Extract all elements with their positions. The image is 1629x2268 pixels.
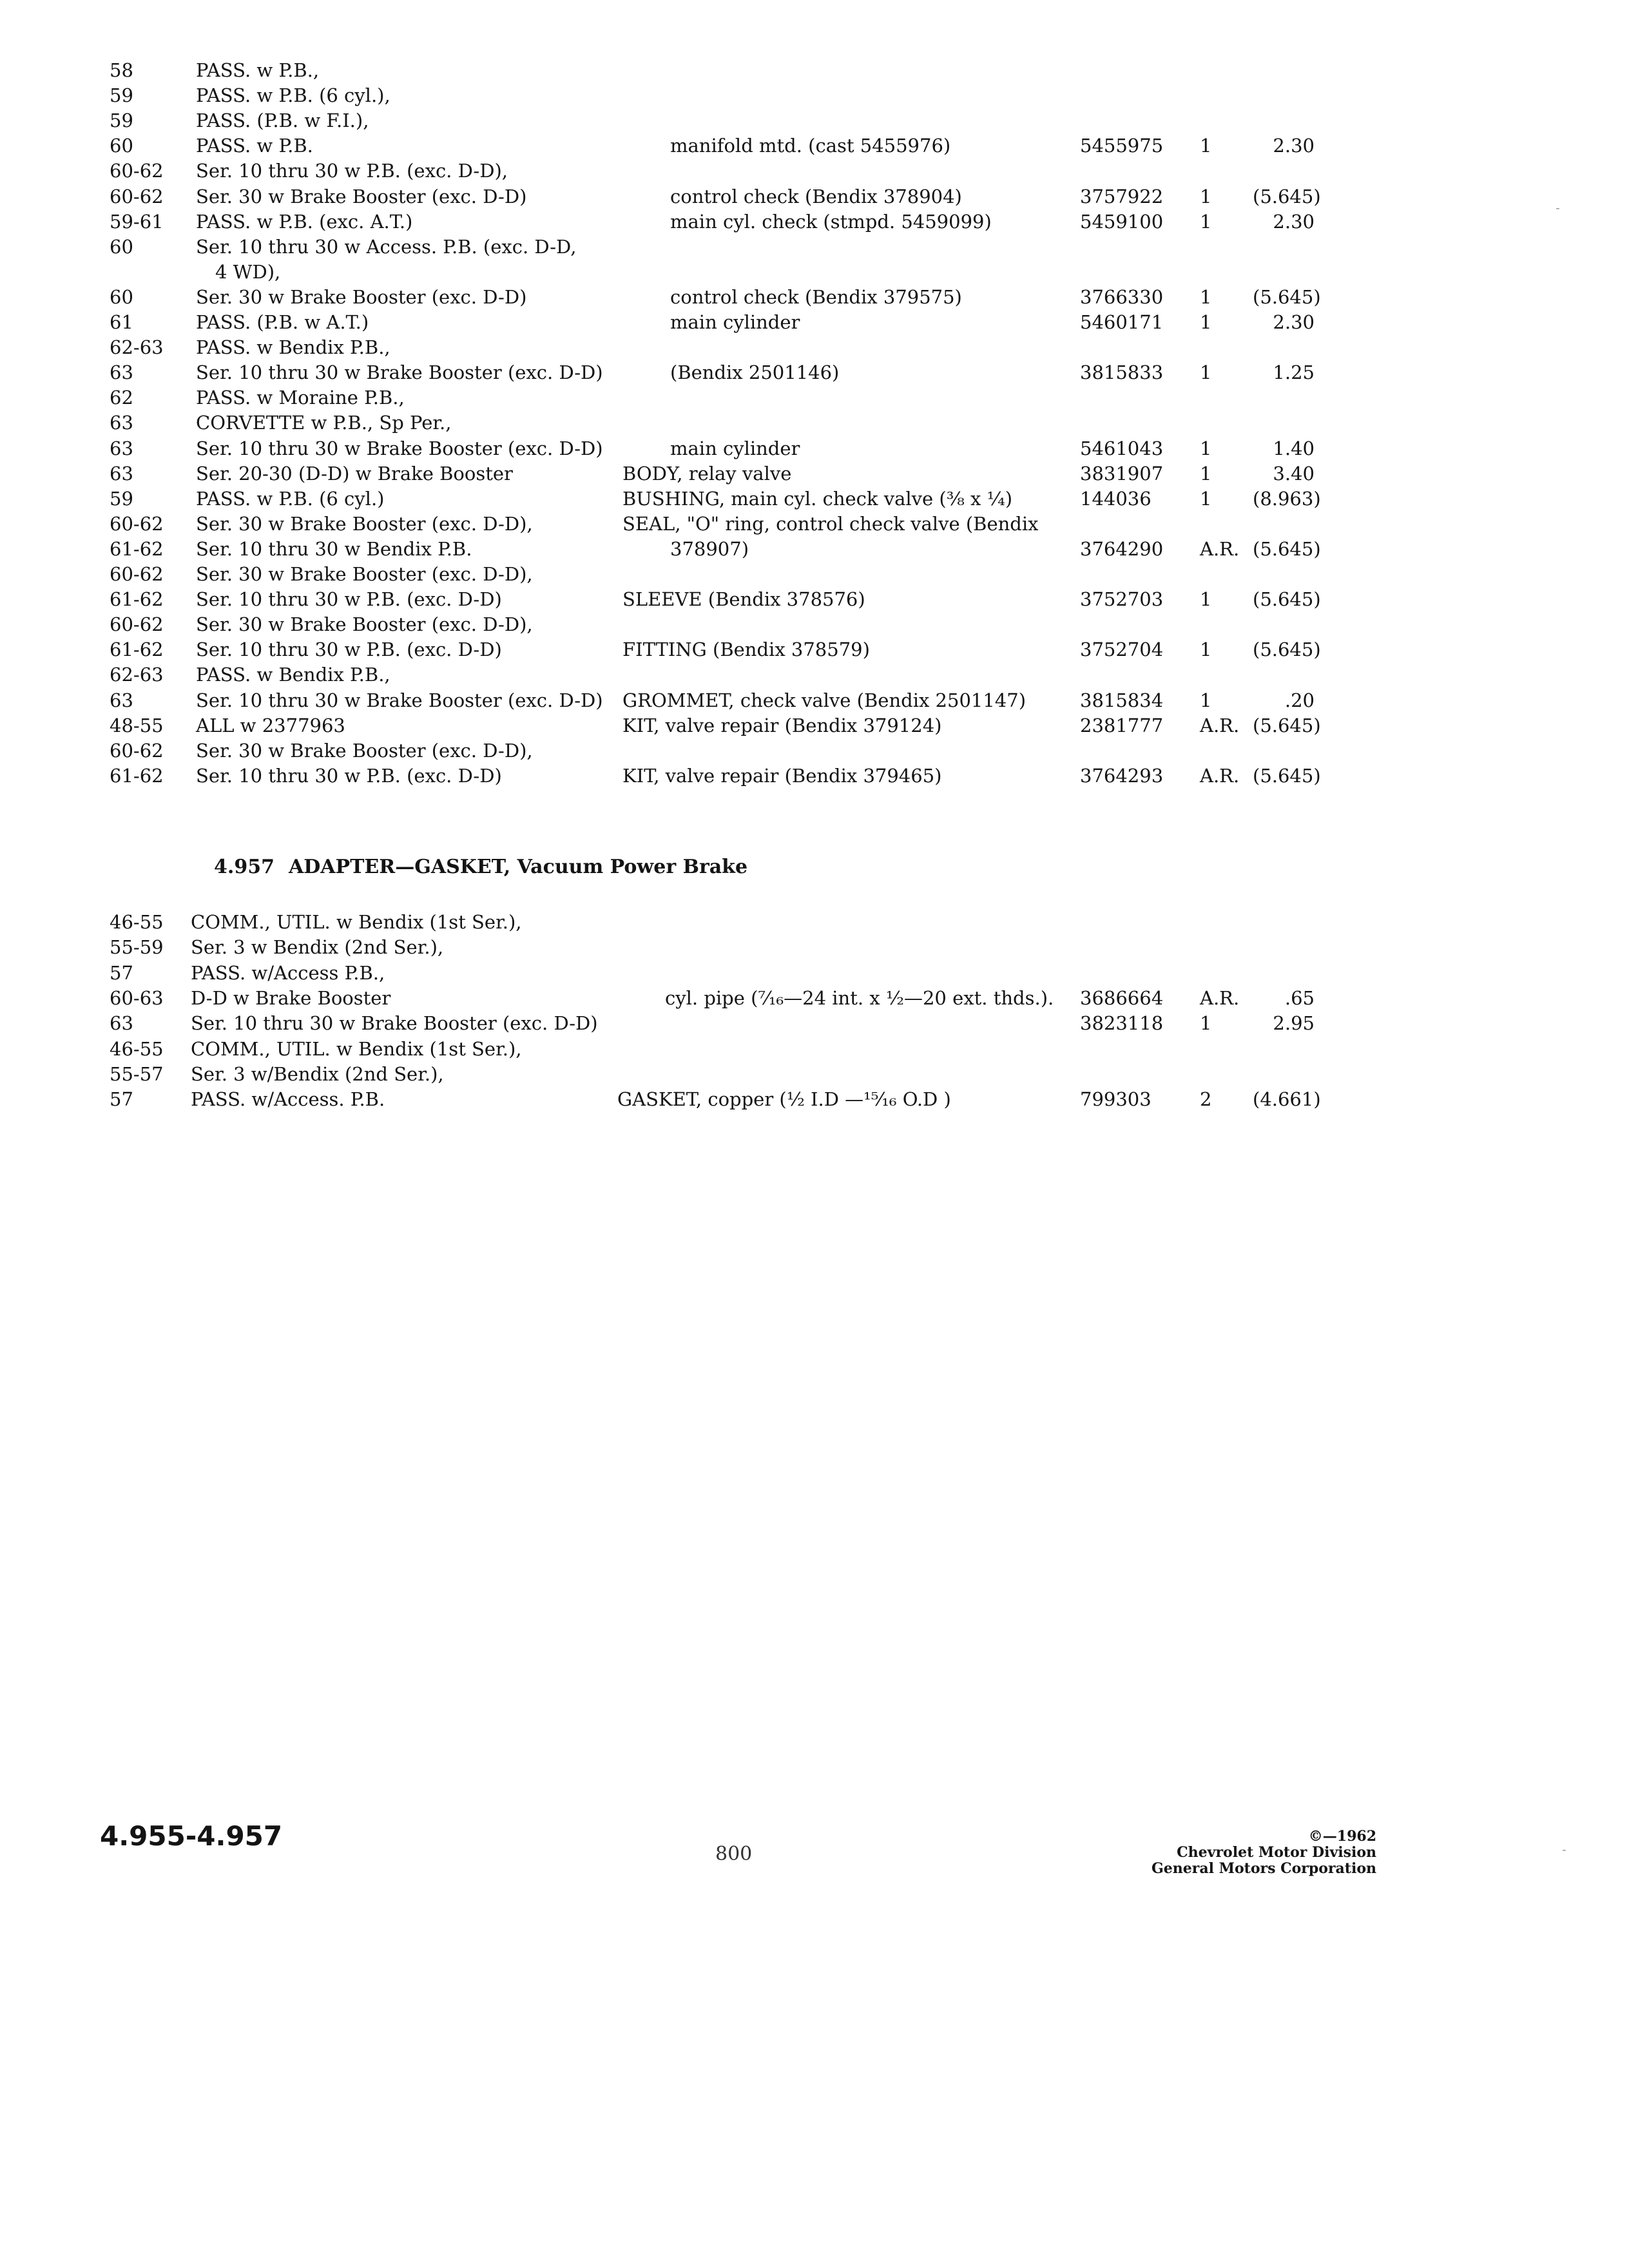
application-text: PASS. w P.B. [196,135,313,157]
part-number: 3686664 [1080,986,1164,1009]
price: (5.645) [1253,285,1321,308]
part-description: SEAL, "O" ring, control check valve (Bendix [622,512,1039,535]
quantity: 1 [1200,437,1212,459]
application-text: PASS. w Bendix P.B., [196,336,390,359]
part-number: 5461043 [1080,437,1164,459]
table-row [0,82,1629,108]
table-row [0,284,1629,310]
quantity: 1 [1200,311,1212,333]
quantity: 1 [1200,185,1212,207]
table-row [0,738,1629,764]
part-description: KIT, valve repair (Bendix 379124) [622,714,942,736]
table-row [0,334,1629,360]
part-description: GASKET, copper (½ I.D —¹⁵⁄₁₆ O.D ) [617,1088,951,1111]
application-text: Ser. 10 thru 30 w P.B. (exc. D-D) [196,588,502,611]
part-number: 3831907 [1080,462,1164,485]
section-heading [214,854,747,880]
application-text: Ser. 10 thru 30 w P.B. (exc. D-D), [196,160,508,182]
part-number: 3757922 [1080,185,1164,207]
application-text: Ser. 30 w Brake Booster (exc. D-D), [196,613,533,636]
part-description: GROMMET, check valve (Bendix 2501147) [622,689,1027,711]
part-description: cyl. pipe (⁷⁄₁₆—24 int. x ¹⁄₂—20 ext. thds.). [665,986,1054,1009]
application-text: Ser. 20-30 (D-D) w Brake Booster [196,462,513,485]
quantity: 1 [1200,135,1212,157]
quantity: 1 [1200,361,1212,384]
application-text: PASS. w P.B. (6 cyl.) [196,487,385,510]
table-row [0,985,1629,1011]
price: 1.40 [1273,437,1315,459]
table-row [0,1010,1629,1036]
scan-mark: - [1562,1841,1566,1857]
price: (5.645) [1253,537,1321,560]
model-year: 60-63 [110,986,164,1009]
price: (5.645) [1253,185,1321,207]
table-row [0,385,1629,410]
table-row [0,234,1629,260]
quantity: A.R. [1200,764,1240,787]
price: .20 [1284,689,1315,711]
application-text: Ser. 30 w Brake Booster (exc. D-D) [196,285,527,308]
table-row [0,436,1629,461]
model-year: 57 [110,1088,133,1111]
model-year: 60-62 [110,739,164,762]
table-row [0,536,1629,562]
table-row [0,611,1629,637]
section-title: ADAPTER—GASKET, Vacuum Power Brake [288,856,748,878]
table-row [0,259,1629,285]
table-row [0,511,1629,537]
application-text: CORVETTE w P.B., Sp Per., [196,412,452,434]
application-text: COMM., UTIL. w Bendix (1st Ser.), [191,1037,522,1060]
table-row [0,637,1629,662]
application-text: Ser. 30 w Brake Booster (exc. D-D), [196,512,533,535]
price: 2.30 [1273,311,1315,333]
model-year: 60 [110,135,133,157]
quantity: 1 [1200,285,1212,308]
application-text: PASS. w Moraine P.B., [196,387,405,409]
application-text: PASS. (P.B. w A.T.) [196,311,369,333]
price: (5.645) [1253,639,1321,661]
table-row [0,486,1629,512]
part-number: 799303 [1080,1088,1152,1111]
model-year: 60-62 [110,185,164,207]
price: .65 [1284,986,1315,1009]
part-number: 3823118 [1080,1012,1164,1035]
model-year: 60-62 [110,613,164,636]
price: 2.30 [1273,135,1315,157]
quantity: 1 [1200,210,1212,233]
model-year: 61-62 [110,639,164,661]
model-year: 55-57 [110,1062,164,1085]
price: (5.645) [1253,764,1321,787]
application-text: COMM., UTIL. w Bendix (1st Ser.), [191,911,522,933]
part-description: main cylinder [670,437,800,459]
table-row [0,410,1629,436]
model-year: 63 [110,437,133,459]
part-number: 3815833 [1080,361,1164,384]
application-text: ALL w 2377963 [196,714,345,736]
model-year: 61 [110,311,133,333]
application-text: Ser. 10 thru 30 w P.B. (exc. D-D) [196,639,502,661]
model-year: 62-63 [110,664,164,686]
application-text: Ser. 30 w Brake Booster (exc. D-D), [196,563,533,585]
table-row [0,934,1629,960]
model-year: 58 [110,59,133,81]
part-description: control check (Bendix 378904) [670,185,962,207]
price: (5.645) [1253,714,1321,736]
model-year: 60-62 [110,563,164,585]
table-row [0,713,1629,738]
page-number: 800 [715,1843,753,1865]
model-year: 59 [110,84,133,107]
table-row [0,461,1629,486]
table-row [0,209,1629,235]
application-text: PASS. w P.B. (exc. A.T.) [196,210,413,233]
part-number: 144036 [1080,487,1152,510]
table-row [0,1086,1629,1112]
part-description: main cyl. check (stmpd. 5459099) [670,210,992,233]
table-row [0,184,1629,209]
copyright-line: ©—1962 [1308,1828,1376,1845]
application-text: Ser. 10 thru 30 w Brake Booster (exc. D-D) [191,1012,598,1035]
model-year: 61-62 [110,588,164,611]
application-text: Ser. 3 w Bendix (2nd Ser.), [191,936,444,959]
model-year: 60 [110,235,133,258]
model-year: 60-62 [110,512,164,535]
price: 3.40 [1273,462,1315,485]
model-year: 46-55 [110,1037,164,1060]
application-text: PASS. w/Access. P.B. [191,1088,385,1111]
model-year: 46-55 [110,911,164,933]
model-year: 63 [110,462,133,485]
section-number: 4.957 [214,856,275,878]
part-description: SLEEVE (Bendix 378576) [622,588,865,611]
application-text: Ser. 3 w/Bendix (2nd Ser.), [191,1062,444,1085]
part-description: control check (Bendix 379575) [670,285,962,308]
quantity: 1 [1200,639,1212,661]
model-year: 63 [110,1012,133,1035]
application-text: D-D w Brake Booster [191,986,391,1009]
application-text: PASS. (P.B. w F.I.), [196,110,369,132]
quantity: 1 [1200,462,1212,485]
table-row [0,309,1629,335]
part-description: KIT, valve repair (Bendix 379465) [622,764,942,787]
quantity: 2 [1200,1088,1212,1111]
application-text: PASS. w Bendix P.B., [196,664,390,686]
model-year: 63 [110,361,133,384]
price: (8.963) [1253,487,1321,510]
table-row [0,158,1629,184]
part-description: BODY, relay valve [622,462,792,485]
part-number: 3764290 [1080,537,1164,560]
model-year: 61-62 [110,764,164,787]
part-number: 5459100 [1080,210,1164,233]
application-text: PASS. w P.B., [196,59,320,81]
part-description: main cylinder [670,311,800,333]
table-row [0,57,1629,83]
page-group-code: 4.955-4.957 [100,1820,283,1852]
part-number: 5460171 [1080,311,1164,333]
model-year: 62-63 [110,336,164,359]
part-number: 3766330 [1080,285,1164,308]
quantity: A.R. [1200,537,1240,560]
model-year: 59 [110,487,133,510]
price: (5.645) [1253,588,1321,611]
model-year: 63 [110,412,133,434]
table-row [0,662,1629,687]
quantity: 1 [1200,487,1212,510]
price: (4.661) [1253,1088,1321,1111]
part-number: 5455975 [1080,135,1164,157]
table-row [0,763,1629,789]
part-description: 378907) [670,537,749,560]
model-year: 63 [110,689,133,711]
part-number: 3815834 [1080,689,1164,711]
quantity: 1 [1200,588,1212,611]
price: 2.95 [1273,1012,1315,1035]
model-year: 60-62 [110,160,164,182]
part-number: 3752704 [1080,639,1164,661]
corporation-line: General Motors Corporation [1151,1860,1376,1877]
application-text: Ser. 30 w Brake Booster (exc. D-D) [196,185,527,207]
application-text: PASS. w/Access P.B., [191,961,385,984]
table-row [0,909,1629,935]
division-line: Chevrolet Motor Division [1177,1844,1376,1861]
table-row [0,1061,1629,1087]
model-year: 61-62 [110,537,164,560]
application-text: Ser. 10 thru 30 w Access. P.B. (exc. D-D, [196,235,577,258]
table-row [0,586,1629,612]
part-description: (Bendix 2501146) [670,361,840,384]
publisher-block [1152,1829,1376,1877]
model-year: 60 [110,285,133,308]
application-text: Ser. 10 thru 30 w Brake Booster (exc. D-D) [196,437,603,459]
application-text: 4 WD), [215,260,281,283]
quantity: A.R. [1200,714,1240,736]
part-description: FITTING (Bendix 378579) [622,639,870,661]
quantity: 1 [1200,1012,1212,1035]
application-text: Ser. 30 w Brake Booster (exc. D-D), [196,739,533,762]
model-year: 59 [110,110,133,132]
quantity: A.R. [1200,986,1240,1009]
scan-mark: - [1556,200,1560,215]
model-year: 62 [110,387,133,409]
part-number: 2381777 [1080,714,1164,736]
price: 1.25 [1273,361,1315,384]
model-year: 48-55 [110,714,164,736]
price: 2.30 [1273,210,1315,233]
table-row [0,360,1629,385]
application-text: PASS. w P.B. (6 cyl.), [196,84,390,107]
table-row [0,687,1629,713]
part-description: manifold mtd. (cast 5455976) [670,135,951,157]
part-number: 3764293 [1080,764,1164,787]
application-text: Ser. 10 thru 30 w P.B. (exc. D-D) [196,764,502,787]
application-text: Ser. 10 thru 30 w Brake Booster (exc. D-D) [196,361,603,384]
model-year: 57 [110,961,133,984]
table-row [0,133,1629,159]
table-row [0,561,1629,587]
model-year: 59-61 [110,210,164,233]
application-text: Ser. 10 thru 30 w Bendix P.B. [196,537,472,560]
table-row [0,108,1629,133]
application-text: Ser. 10 thru 30 w Brake Booster (exc. D-D) [196,689,603,711]
table-row [0,960,1629,986]
part-description: BUSHING, main cyl. check valve (³⁄₈ x ¹⁄₄) [622,487,1013,510]
table-row [0,1036,1629,1062]
part-number: 3752703 [1080,588,1164,611]
model-year: 55-59 [110,936,164,959]
quantity: 1 [1200,689,1212,711]
